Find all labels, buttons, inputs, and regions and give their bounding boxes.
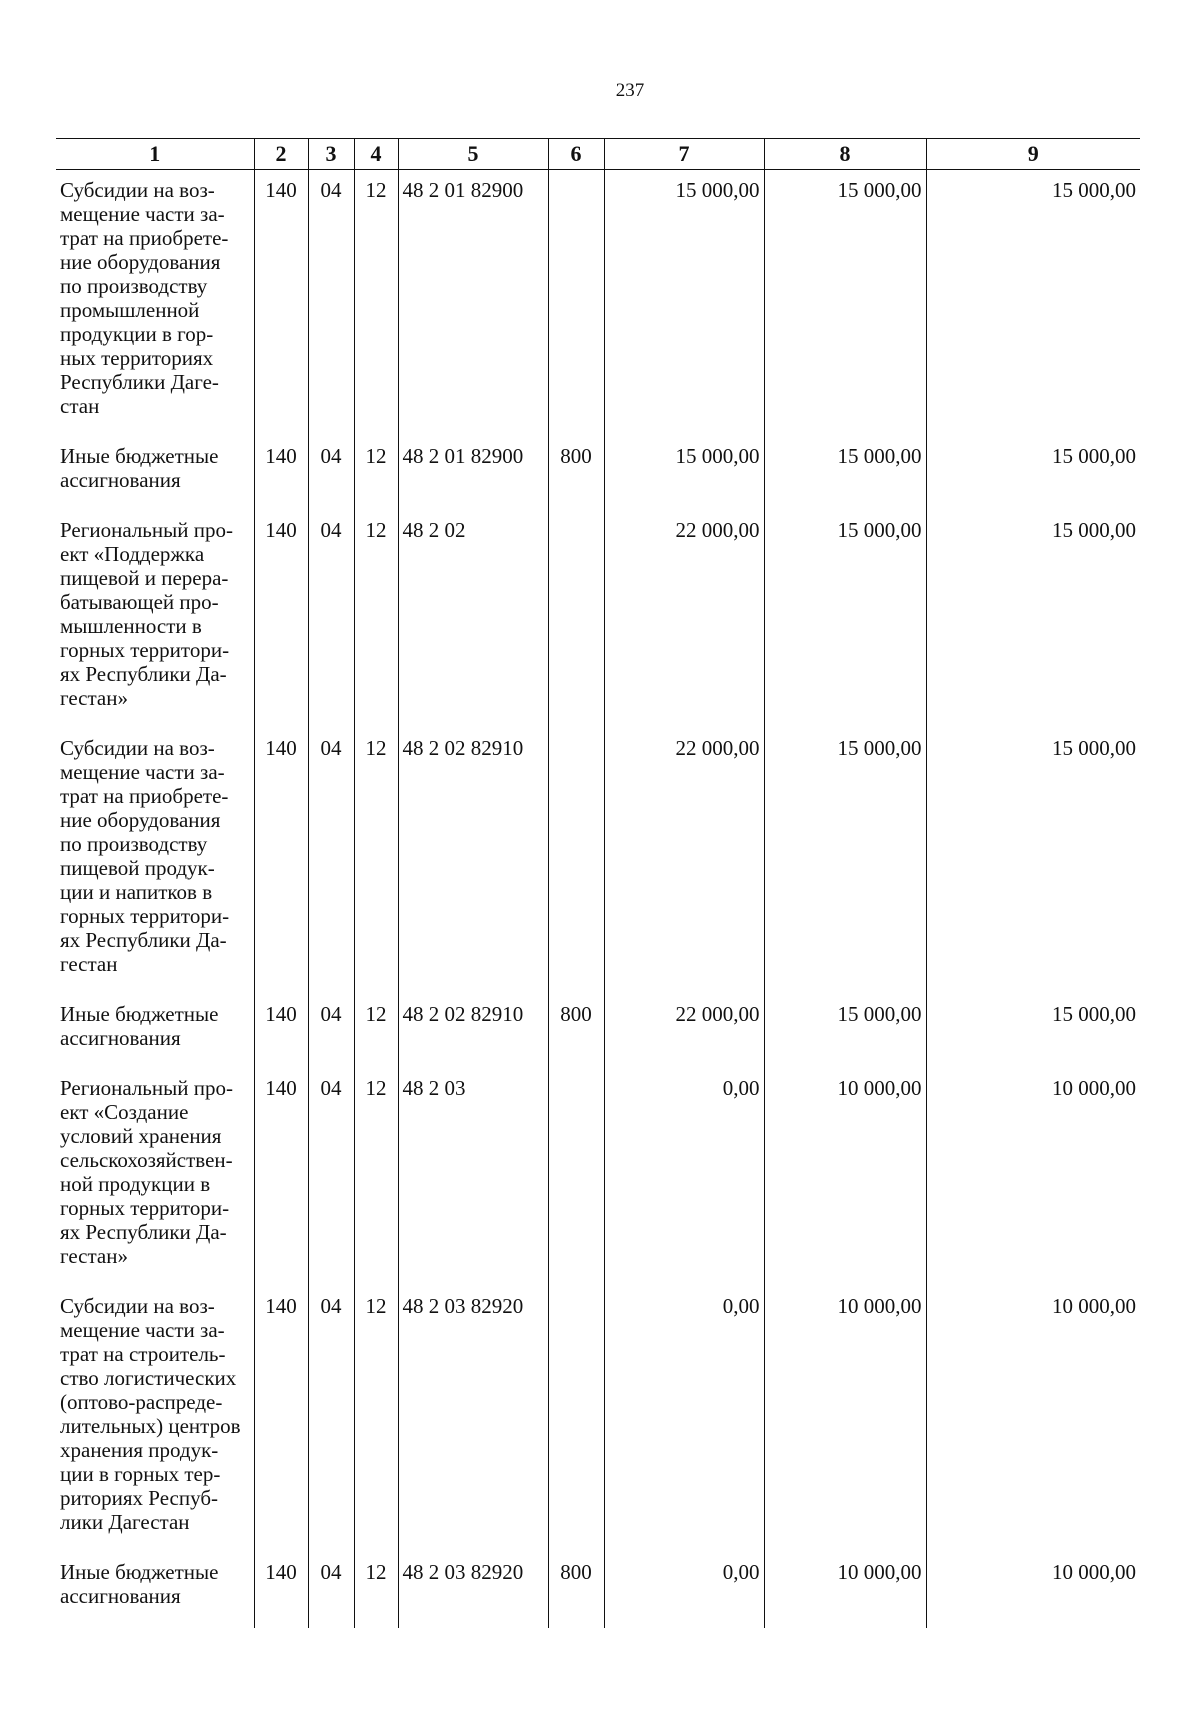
expense-type-code	[548, 510, 604, 728]
row-name: Субсидии на воз- мещение части за- трат на строитель- ство логистических (оптово-распреде- лительных) центров хранения продук- ции в горных тер- риториях Респуб- лики Дагестан	[60, 1294, 241, 1534]
budget-table	[56, 138, 1140, 1628]
target-article-code: 48 2 02	[398, 510, 548, 728]
expense-type-code	[548, 1068, 604, 1286]
section-code: 04	[308, 1068, 354, 1286]
amount-year-2: 10 000,00	[764, 1068, 926, 1286]
amount-year-1: 15 000,00	[604, 436, 764, 510]
amount-year-2: 15 000,00	[764, 170, 926, 437]
section-code: 04	[308, 1286, 354, 1552]
amount-year-2: 15 000,00	[764, 994, 926, 1068]
subsection-code: 12	[354, 436, 398, 510]
page-number: 237	[615, 80, 645, 101]
column-header: 5	[398, 139, 548, 170]
section-code: 04	[308, 436, 354, 510]
table-row	[56, 1068, 1140, 1286]
table-row	[56, 1286, 1140, 1552]
target-article-code: 48 2 02 82910	[398, 994, 548, 1068]
amount-year-3: 10 000,00	[926, 1552, 1140, 1628]
table-header	[56, 139, 1140, 170]
table-row	[56, 1552, 1140, 1628]
column-header: 8	[764, 139, 926, 170]
target-article-code: 48 2 03	[398, 1068, 548, 1286]
section-code: 04	[308, 994, 354, 1068]
expense-type-code: 800	[548, 436, 604, 510]
expense-type-code	[548, 1286, 604, 1552]
expense-type-code	[548, 728, 604, 994]
column-header: 2	[254, 139, 308, 170]
amount-year-3: 10 000,00	[926, 1286, 1140, 1552]
table-row	[56, 728, 1140, 994]
amount-year-2: 10 000,00	[764, 1286, 926, 1552]
table-row	[56, 510, 1140, 728]
amount-year-2: 15 000,00	[764, 436, 926, 510]
subsection-code: 12	[354, 1286, 398, 1552]
amount-year-1: 22 000,00	[604, 994, 764, 1068]
column-header: 9	[926, 139, 1140, 170]
row-name: Иные бюджетные ассигнования	[60, 1560, 219, 1608]
ved-code: 140	[254, 510, 308, 728]
amount-year-2: 15 000,00	[764, 510, 926, 728]
table-row	[56, 436, 1140, 510]
amount-year-2: 10 000,00	[764, 1552, 926, 1628]
ved-code: 140	[254, 994, 308, 1068]
table-row	[56, 994, 1140, 1068]
row-name: Иные бюджетные ассигнования	[60, 444, 219, 492]
amount-year-1: 22 000,00	[604, 510, 764, 728]
amount-year-3: 15 000,00	[926, 436, 1140, 510]
table-row	[56, 170, 1140, 437]
ved-code: 140	[254, 1286, 308, 1552]
amount-year-3: 15 000,00	[926, 510, 1140, 728]
ved-code: 140	[254, 1552, 308, 1628]
ved-code: 140	[254, 170, 308, 437]
expense-type-code: 800	[548, 1552, 604, 1628]
row-name: Субсидии на воз- мещение части за- трат на приобрете- ние оборудования по производству пищевой продук- ции и напитков в горных территори- ях Республики Да- гестан	[60, 736, 230, 976]
section-code: 04	[308, 1552, 354, 1628]
amount-year-1: 15 000,00	[604, 170, 764, 437]
amount-year-3: 15 000,00	[926, 170, 1140, 437]
column-header: 7	[604, 139, 764, 170]
target-article-code: 48 2 01 82900	[398, 170, 548, 437]
row-name: Иные бюджетные ассигнования	[60, 1002, 219, 1050]
amount-year-3: 15 000,00	[926, 728, 1140, 994]
target-article-code: 48 2 02 82910	[398, 728, 548, 994]
amount-year-3: 15 000,00	[926, 994, 1140, 1068]
row-name: Региональный про- ект «Создание условий хранения сельскохозяйствен- ной продукции в горных территори- ях Республики Да- гестан»	[60, 1076, 233, 1268]
amount-year-1: 0,00	[604, 1068, 764, 1286]
ved-code: 140	[254, 728, 308, 994]
ved-code: 140	[254, 1068, 308, 1286]
expense-type-code	[548, 170, 604, 437]
amount-year-2: 15 000,00	[764, 728, 926, 994]
section-code: 04	[308, 510, 354, 728]
section-code: 04	[308, 170, 354, 437]
subsection-code: 12	[354, 728, 398, 994]
row-name: Региональный про- ект «Поддержка пищевой и перера- батывающей про- мышленности в горных территори- ях Республики Да- гестан»	[60, 518, 233, 710]
ved-code: 140	[254, 436, 308, 510]
subsection-code: 12	[354, 170, 398, 437]
subsection-code: 12	[354, 994, 398, 1068]
column-header: 3	[308, 139, 354, 170]
amount-year-3: 10 000,00	[926, 1068, 1140, 1286]
row-name: Субсидии на воз- мещение части за- трат на приобрете- ние оборудования по производству промышленной продукции в гор- ных территориях Республики Даге- стан	[60, 178, 229, 418]
expense-type-code: 800	[548, 994, 604, 1068]
amount-year-1: 0,00	[604, 1552, 764, 1628]
subsection-code: 12	[354, 1068, 398, 1286]
column-header: 6	[548, 139, 604, 170]
column-header: 1	[56, 139, 254, 170]
section-code: 04	[308, 728, 354, 994]
target-article-code: 48 2 01 82900	[398, 436, 548, 510]
table-body	[56, 170, 1140, 1629]
subsection-code: 12	[354, 1552, 398, 1628]
subsection-code: 12	[354, 510, 398, 728]
target-article-code: 48 2 03 82920	[398, 1286, 548, 1552]
column-header: 4	[354, 139, 398, 170]
target-article-code: 48 2 03 82920	[398, 1552, 548, 1628]
amount-year-1: 0,00	[604, 1286, 764, 1552]
amount-year-1: 22 000,00	[604, 728, 764, 994]
